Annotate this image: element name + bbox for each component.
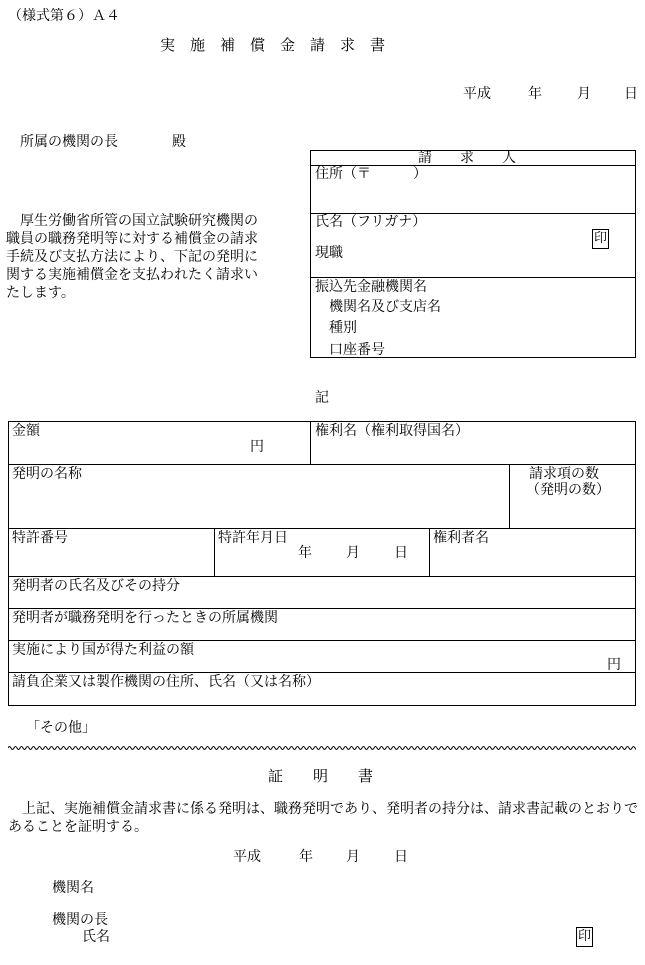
table-col-divider xyxy=(429,528,430,576)
state-profit-label: 実施により国が得た利益の額 xyxy=(12,642,194,658)
table-row-divider xyxy=(8,528,636,529)
cert-date-month: 月 xyxy=(346,849,360,865)
patent-date-label: 特許年月日 xyxy=(218,530,288,546)
table-row-divider xyxy=(8,640,636,641)
date-day: 日 xyxy=(624,86,638,102)
amount-label: 金額 xyxy=(12,423,40,439)
right-holder-label: 権利者名 xyxy=(433,530,489,546)
state-profit-unit: 円 xyxy=(607,657,621,673)
claimant-seal: 印 xyxy=(592,229,609,249)
claims-count-sublabel: （発明の数） xyxy=(526,482,610,498)
head-name-label: 氏名 xyxy=(82,929,110,945)
institution-label: 機関名 xyxy=(52,880,94,896)
amount-unit: 円 xyxy=(250,439,264,455)
other-note: 「その他」 xyxy=(26,720,96,736)
patent-number-label: 特許番号 xyxy=(12,530,68,546)
inventor-share-label: 発明者の氏名及びその持分 xyxy=(12,578,180,594)
claimant-divider xyxy=(310,277,636,278)
date-era: 平成 xyxy=(463,86,491,102)
cert-date-year: 年 xyxy=(299,849,313,865)
invention-name-label: 発明の名称 xyxy=(12,466,82,482)
date-year: 年 xyxy=(528,86,542,102)
claimant-position-label: 現職 xyxy=(315,245,343,261)
table-col-divider xyxy=(509,464,510,528)
account-type-label: 種別 xyxy=(329,320,357,336)
certificate-title: 証 明 書 xyxy=(268,767,374,785)
patent-date-day: 日 xyxy=(394,545,408,561)
table-row-divider xyxy=(8,608,636,609)
table-row-divider xyxy=(8,576,636,577)
form-number: （様式第６）Ａ４ xyxy=(8,8,120,24)
patent-date-month: 月 xyxy=(346,545,360,561)
table-col-divider xyxy=(310,421,311,464)
bank-header-label: 振込先金融機関名 xyxy=(315,279,427,295)
table-row-divider xyxy=(8,464,636,465)
claimant-name-label: 氏名（フリガナ） xyxy=(315,214,427,230)
date-month: 月 xyxy=(577,86,591,102)
account-number-label: 口座番号 xyxy=(329,342,385,358)
certificate-body: 上記、実施補償金請求書に係る発明は、職務発明であり、発明者の持分は、請求書記載のとおりであることを証明する。 xyxy=(8,801,638,835)
patent-date-year: 年 xyxy=(298,545,312,561)
right-name-label: 権利名（権利取得国名） xyxy=(315,423,469,439)
cert-date-era: 平成 xyxy=(233,849,261,865)
claimant-address-label: 住所（〒 ） xyxy=(315,166,427,182)
inventor-affiliation-label: 発明者が職務発明を行ったときの所属機関 xyxy=(12,610,278,626)
cert-date-day: 日 xyxy=(394,849,408,865)
bank-name-label: 機関名及び支店名 xyxy=(329,299,441,315)
addressee-suffix: 殿 xyxy=(172,134,186,150)
contractor-label: 請負企業又は製作機関の住所、氏名（又は名称） xyxy=(12,674,320,690)
ki-label: 記 xyxy=(315,390,329,406)
request-body: 厚生労働省所管の国立試験研究機関の職員の職務発明等に対する補償金の請求手続及び支払方法により、下記の発明に関する実施補償金を支払われたく請求いたします。 xyxy=(6,213,258,301)
claimant-header: 請 求 人 xyxy=(418,150,516,166)
table-row-divider xyxy=(8,672,636,673)
certificate-seal: 印 xyxy=(576,927,593,947)
page-title: 実 施 補 償 金 請 求 書 xyxy=(160,36,386,54)
wavy-separator xyxy=(8,744,636,752)
table-col-divider xyxy=(214,528,215,576)
claims-count-label: 請求項の数 xyxy=(529,466,599,482)
addressee-label: 所属の機関の長 xyxy=(20,134,118,150)
institution-head-label: 機関の長 xyxy=(52,912,108,928)
